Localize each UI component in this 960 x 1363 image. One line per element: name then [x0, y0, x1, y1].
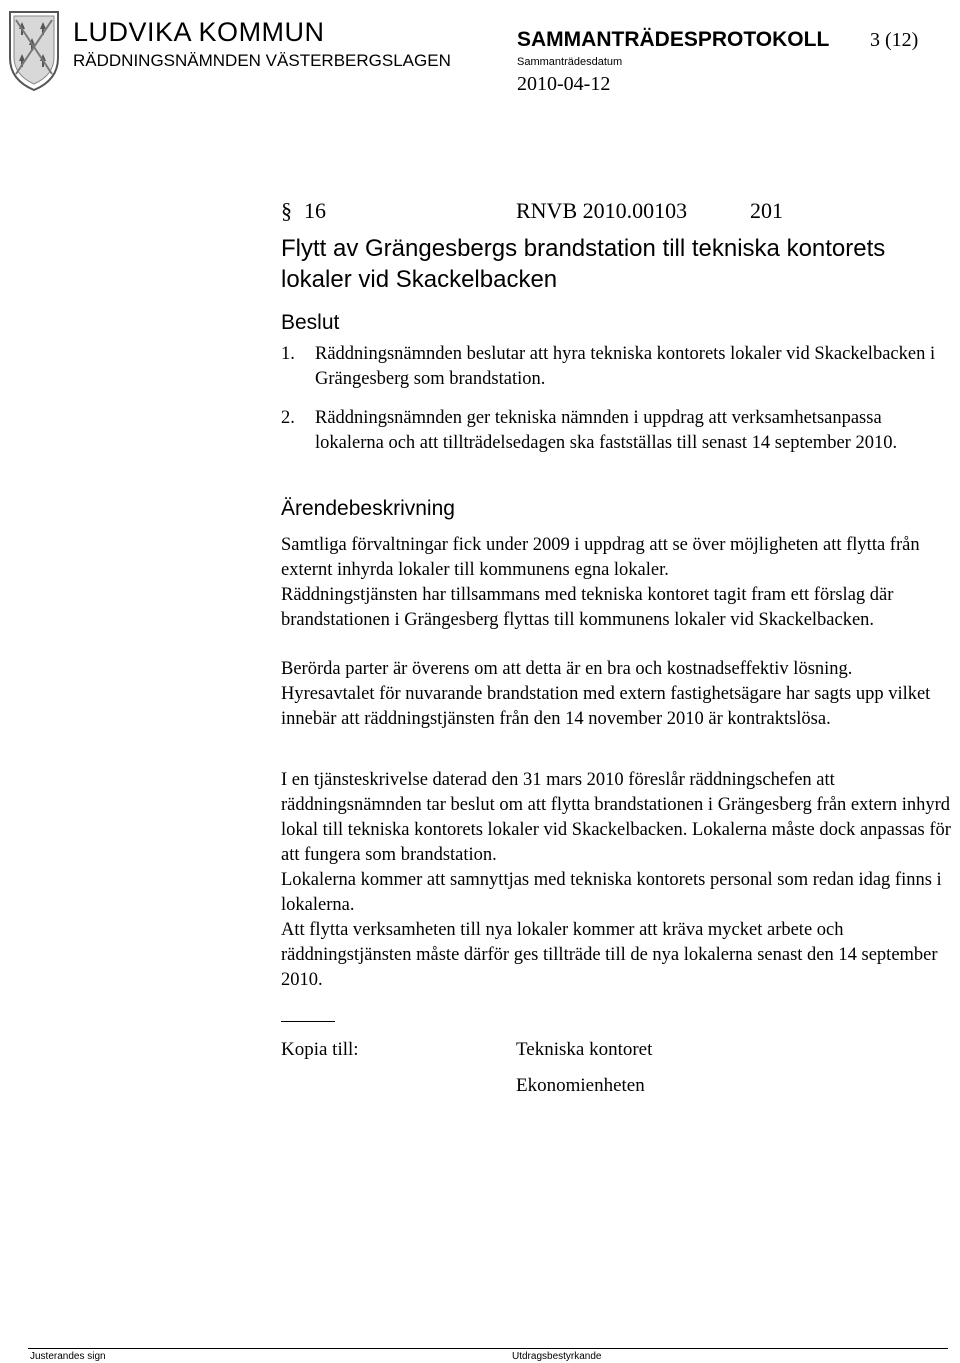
decision-item	[281, 342, 953, 392]
decision-text: Räddningsnämnden beslutar att hyra tekniska kontorets lokaler vid Skackelbacken i Grängesberg som brandstation.	[315, 344, 936, 389]
decision-number: 2.	[281, 408, 295, 428]
copy-recipient: Ekonomienheten	[516, 1075, 645, 1096]
body-paragraph: I en tjänsteskrivelse daterad den 31 mars 2010 föreslår räddningschefen att räddningsnämnden tar beslut om att flytta brandstationen i Grängesberg från extern inhyrd lokal till tekniska kontorets lokaler vid Skackelbacken. Lokalerna måste dock anpassas för att fungera som brandstation.	[281, 770, 951, 865]
body-paragraph: Hyresavtalet för nuvarande brandstation med extern fastighetsägare har sagts upp vilket innebär att räddningstjänsten från den 14 november 2010 är kontraktslösa.	[281, 684, 931, 729]
page-number: 3 (12)	[870, 29, 919, 51]
footer-certification-label: Utdragsbestyrkande	[512, 1351, 602, 1362]
copy-recipient: Tekniska kontoret	[516, 1039, 653, 1060]
paragraph-number: 16	[304, 198, 326, 223]
separator-line	[281, 1021, 335, 1022]
footer-rule	[28, 1348, 948, 1349]
arendebeskrivning-heading: Ärendebeskrivning	[281, 497, 455, 520]
decision-number: 1.	[281, 344, 295, 364]
document-type: SAMMANTRÄDESPROTOKOLL	[517, 28, 830, 51]
organization-department: RÄDDNINGSNÄMNDEN VÄSTERBERGSLAGEN	[73, 51, 451, 70]
body-paragraph: Lokalerna kommer att samnyttjas med tekniska kontorets personal som redan idag finns i lokalerna.	[281, 870, 942, 915]
meeting-date: 2010-04-12	[517, 73, 611, 95]
body-paragraph: Samtliga förvaltningar fick under 2009 i uppdrag att se över möjligheten att flytta från externt inhyrda lokaler till kommunens egna lokaler.	[281, 535, 920, 580]
case-title: Flytt av Grängesbergs brandstation till tekniska kontorets lokaler vid Skackelbacken	[281, 235, 886, 293]
municipal-coat-of-arms-icon	[6, 8, 62, 92]
beslut-heading: Beslut	[281, 311, 340, 334]
body-paragraph: Berörda parter är överens om att detta är en bra och kostnadseffektiv lösning.	[281, 659, 853, 679]
body-paragraph: Räddningstjänsten har tillsammans med tekniska kontoret tagit fram ett förslag där brandstationen i Grängesberg flyttas till kommunens lokaler vid Skackelbacken.	[281, 585, 894, 630]
copy-to-label: Kopia till:	[281, 1039, 359, 1060]
decision-item	[281, 406, 953, 456]
body-paragraph: Att flytta verksamheten till nya lokaler kommer att kräva mycket arbete och räddningstjänsten måste därför ges tillträde till de nya lokalerna senast den 14 september 2010.	[281, 920, 938, 990]
paragraph-sign: §	[281, 198, 292, 223]
decision-text: Räddningsnämnden ger tekniska nämnden i uppdrag att verksamhetsanpassa lokalerna och att tillträdelsedagen ska fastställas till senast 14 september 2010.	[315, 408, 898, 453]
case-code: 201	[750, 198, 783, 223]
footer-signature-label: Justerandes sign	[30, 1351, 106, 1362]
meeting-date-label: Sammanträdesdatum	[517, 56, 623, 68]
case-reference: RNVB 2010.00103	[516, 198, 688, 223]
organization-name: LUDVIKA KOMMUN	[73, 17, 325, 47]
